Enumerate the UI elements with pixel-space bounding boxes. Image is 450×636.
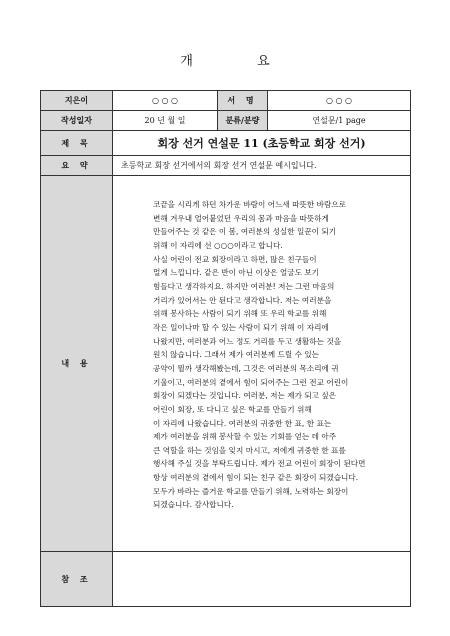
date-label: 작성일자: [41, 111, 113, 131]
summary-form: [40, 90, 411, 607]
content-line: 거리가 있어서는 안 된다고 생각합니다. 저는 여러분을: [153, 295, 332, 305]
content-line: 위해 이 자리에 선 ○○○이라고 합니다.: [153, 240, 283, 250]
content-line: 변해 겨우내 얼어붙었던 우리의 몸과 마음을 따뜻하게: [153, 213, 329, 223]
content-text: [153, 198, 410, 512]
content-line: 사실 어린이 전교 회장이라고 하면, 많은 친구들이: [153, 254, 317, 264]
summary-label: 요 약: [41, 156, 113, 176]
content-line: 만들어주는 것 같은 이 봄, 여러분의 성실한 일꾼이 되기: [153, 227, 337, 237]
content-line: 항상 여러분의 곁에서 힘이 되는 친구 같은 회장이 되겠습니다.: [153, 473, 359, 483]
content-line: 코끝을 시리게 하던 차가운 바람이 어느새 따뜻한 바람으로: [153, 200, 346, 209]
content-line: 어린이 회장, 또 다니고 싶은 학교를 만들기 위해: [153, 404, 312, 414]
content-line: 작은 일이나마 할 수 있는 사람이 되기 위해 이 자리에: [153, 322, 329, 332]
subject-value: 회장 선거 연설문 11 (초등학교 회장 선거): [113, 131, 411, 156]
content-line: 회장이 되겠다는 것입니다. 여러분, 저는 제가 되고 싶은: [153, 391, 337, 401]
content-line: 멀게 느낍니다. 같은 반이 아닌 이상은 얼굴도 보기: [153, 268, 320, 278]
subject-label: 제 목: [41, 131, 113, 156]
author-value: ○ ○ ○: [113, 91, 218, 111]
content-line: 힘들다고 생각하지요. 하지만 여러분! 저는 그런 마음의: [153, 281, 335, 291]
content-line: 원치 않습니다. 그래서 제가 여러분께 드릴 수 있는: [153, 350, 320, 360]
content-label: 내 용: [41, 176, 113, 552]
content-cell: [113, 176, 411, 552]
category-value: 연설문/1 page: [268, 111, 411, 131]
content-line: 큰 역할을 하는 것임을 잊지 마시고, 저에게 귀중한 한 표를: [153, 445, 346, 455]
content-line: 공약이 뭘까 생각해봤는데, 그것은 여러분의 목소리에 귀: [153, 363, 339, 373]
content-line: 행사해 주실 것을 부탁드립니다. 제가 전교 어린이 회장이 된다면: [153, 459, 366, 469]
content-line: 위해 봉사하는 사람이 되기 위해 또 우리 학교를 위해: [153, 309, 327, 319]
content-line: 모두가 바라는 즐거운 학교를 만들기 위해, 노력하는 회장이: [153, 486, 349, 496]
summary-value: 초등학교 회장 선거에서의 회장 선거 연설문 예시입니다.: [113, 156, 411, 176]
content-line: 되겠습니다. 감사합니다.: [153, 500, 234, 510]
document-title: 개 요: [180, 54, 300, 69]
doc-name-value: ○ ○ ○: [268, 91, 411, 111]
category-label: 분류/분량: [218, 111, 268, 131]
reference-value: [113, 552, 411, 607]
content-line: 나왔지만, 여러분과 어느 정도 거리를 두고 생활하는 것을: [153, 336, 342, 346]
content-line: 기울이고, 여러분의 곁에서 힘이 되어주는 그런 전교 어린이: [153, 377, 349, 387]
content-line: 이 자리에 나왔습니다. 여러분의 귀중한 한 표, 한 표는: [153, 418, 332, 428]
date-value: 20 년 월 일: [113, 111, 218, 131]
doc-name-label: 서 명: [218, 91, 268, 111]
content-line: 제가 여러분을 위해 봉사할 수 있는 기회를 얻는 데 아주: [153, 432, 337, 442]
reference-label: 참 조: [41, 552, 113, 607]
author-label: 지은이: [41, 91, 113, 111]
